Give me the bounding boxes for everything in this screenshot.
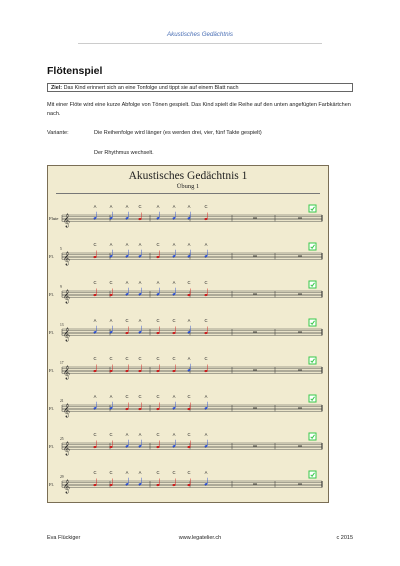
goal-label: Ziel: bbox=[51, 85, 63, 91]
note-label: C bbox=[172, 470, 176, 475]
rest bbox=[298, 370, 302, 371]
note-label: A bbox=[138, 432, 142, 437]
note-label: C bbox=[156, 432, 160, 437]
note-label: A bbox=[93, 318, 97, 323]
note-label: C bbox=[204, 318, 208, 323]
note-label: C bbox=[109, 470, 113, 475]
rest bbox=[253, 332, 257, 333]
note-label: C bbox=[93, 356, 97, 361]
instrument-label: Fl. bbox=[49, 444, 54, 449]
header-title: Akustisches Gedächtnis bbox=[166, 31, 234, 38]
note-label: A bbox=[138, 242, 142, 247]
note-label: A bbox=[204, 432, 208, 437]
note-label: C bbox=[204, 280, 208, 285]
note-label: C bbox=[187, 470, 191, 475]
measure-number: 29 bbox=[60, 475, 64, 479]
instrument-label: Fl. bbox=[49, 292, 54, 297]
measure-number: 9 bbox=[60, 285, 62, 289]
check-icon bbox=[309, 395, 316, 402]
measure-number: 17 bbox=[60, 361, 64, 365]
instrument-label: Fl. bbox=[49, 368, 54, 373]
note-label: A bbox=[93, 394, 97, 399]
note-label: C bbox=[93, 470, 97, 475]
note-label: A bbox=[187, 242, 191, 247]
variant-text-2: Der Rhythmus wechselt. bbox=[94, 150, 154, 156]
note-label: A bbox=[172, 204, 176, 209]
note-label: C bbox=[109, 432, 113, 437]
instrument-label: Flute bbox=[49, 216, 59, 221]
sheet-subtitle: Übung 1 bbox=[176, 183, 200, 190]
footer-year: c 2015 bbox=[336, 535, 353, 541]
sheet-title: Akustisches Gedächtnis 1 bbox=[128, 170, 248, 182]
note-label: A bbox=[125, 280, 129, 285]
instrument-label: Fl. bbox=[49, 330, 54, 335]
note-label: A bbox=[172, 394, 176, 399]
note-label: C bbox=[172, 356, 176, 361]
note-label: C bbox=[204, 204, 208, 209]
note-label: A bbox=[204, 470, 208, 475]
page-heading: Flötenspiel bbox=[47, 65, 103, 77]
rest bbox=[298, 408, 302, 409]
note-label: A bbox=[109, 242, 113, 247]
note-label: C bbox=[138, 356, 142, 361]
treble-clef: 𝄞 bbox=[63, 212, 71, 227]
check-icon bbox=[309, 319, 316, 326]
rest bbox=[298, 218, 302, 219]
footer-url: www.legatelier.ch bbox=[178, 535, 222, 541]
note-label: C bbox=[93, 432, 97, 437]
instrument-label: Fl. bbox=[49, 406, 54, 411]
note-label: A bbox=[172, 432, 176, 437]
note-label: C bbox=[156, 318, 160, 323]
rest bbox=[253, 294, 257, 295]
footer-author: Eva Flückiger bbox=[47, 535, 81, 541]
treble-clef: 𝄞 bbox=[63, 288, 71, 303]
note-label: A bbox=[93, 204, 97, 209]
note-label: A bbox=[109, 318, 113, 323]
note-label: A bbox=[204, 394, 208, 399]
instrument-label: Fl. bbox=[49, 482, 54, 487]
note-label: C bbox=[125, 356, 129, 361]
note-label: C bbox=[187, 432, 191, 437]
treble-clef: 𝄞 bbox=[63, 478, 71, 493]
measure-number: 21 bbox=[60, 399, 64, 403]
treble-clef: 𝄞 bbox=[63, 326, 71, 341]
note-label: A bbox=[172, 242, 176, 247]
note-label: C bbox=[156, 242, 160, 247]
note-label: A bbox=[109, 394, 113, 399]
check-icon bbox=[309, 281, 316, 288]
check-icon bbox=[309, 357, 316, 364]
note-label: A bbox=[125, 204, 129, 209]
note-label: C bbox=[109, 280, 113, 285]
note-label: A bbox=[138, 470, 142, 475]
note-label: A bbox=[125, 470, 129, 475]
note-label: A bbox=[156, 280, 160, 285]
rest bbox=[253, 218, 257, 219]
note-label: A bbox=[138, 280, 142, 285]
measure-number: 13 bbox=[60, 323, 64, 327]
variant-label: Variante: bbox=[47, 130, 69, 136]
treble-clef: 𝄞 bbox=[63, 364, 71, 379]
intro-text: Mit einer Flöte wird eine kurze Abfolge von Tönen gespielt. Das Kind spielt die Reihe auf den unten angefügten Farbkärtchen nach. bbox=[47, 102, 351, 117]
note-label: A bbox=[187, 356, 191, 361]
measure-number: 25 bbox=[60, 437, 64, 441]
note-label: A bbox=[156, 204, 160, 209]
note-label: C bbox=[156, 394, 160, 399]
check-icon bbox=[309, 433, 316, 440]
goal-text: Das Kind erinnert sich an eine Tonfolge und tippt sie auf einem Blatt nach bbox=[63, 85, 239, 91]
note-label: C bbox=[204, 356, 208, 361]
rest bbox=[298, 294, 302, 295]
rest bbox=[298, 484, 302, 485]
check-icon bbox=[309, 471, 316, 478]
note-label: C bbox=[125, 318, 129, 323]
rest bbox=[253, 370, 257, 371]
note-label: C bbox=[93, 242, 97, 247]
note-label: C bbox=[156, 470, 160, 475]
check-icon bbox=[309, 205, 316, 212]
rest bbox=[298, 256, 302, 257]
note-label: C bbox=[172, 318, 176, 323]
variant-text-1: Die Reihenfolge wird länger (es werden drei, vier, fünf Takte gespielt) bbox=[94, 130, 262, 136]
note-label: C bbox=[187, 280, 191, 285]
note-label: A bbox=[187, 204, 191, 209]
rest bbox=[253, 484, 257, 485]
note-label: A bbox=[172, 280, 176, 285]
treble-clef: 𝄞 bbox=[63, 402, 71, 417]
rest bbox=[253, 408, 257, 409]
note-label: C bbox=[156, 356, 160, 361]
note-label: C bbox=[187, 394, 191, 399]
note-label: A bbox=[109, 204, 113, 209]
note-label: C bbox=[138, 204, 142, 209]
rest bbox=[298, 332, 302, 333]
note-label: A bbox=[204, 242, 208, 247]
instrument-label: Fl. bbox=[49, 254, 54, 259]
measure-number: 5 bbox=[60, 247, 62, 251]
note-label: A bbox=[125, 242, 129, 247]
note-label: C bbox=[138, 394, 142, 399]
rest bbox=[253, 446, 257, 447]
rest bbox=[253, 256, 257, 257]
note-label: C bbox=[93, 280, 97, 285]
treble-clef: 𝄞 bbox=[63, 440, 71, 455]
note-label: C bbox=[109, 356, 113, 361]
note-label: C bbox=[125, 394, 129, 399]
treble-clef: 𝄞 bbox=[63, 250, 71, 265]
note-label: A bbox=[187, 318, 191, 323]
rest bbox=[298, 446, 302, 447]
note-label: A bbox=[125, 432, 129, 437]
check-icon bbox=[309, 243, 316, 250]
note-label: A bbox=[138, 318, 142, 323]
